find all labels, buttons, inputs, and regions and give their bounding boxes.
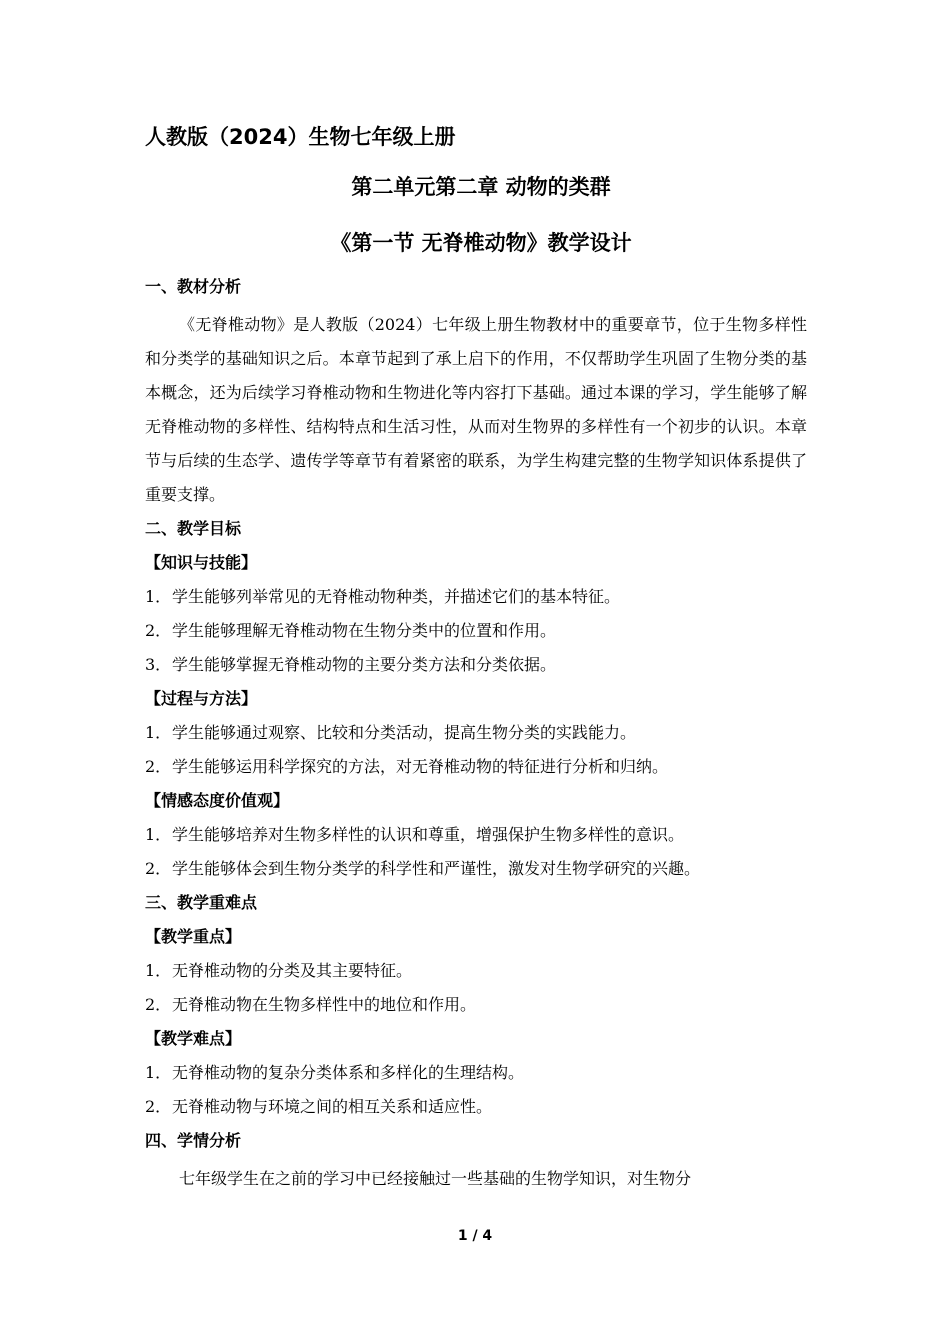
page-indicator: 1 / 4 (457, 1228, 493, 1244)
section-heading-textbook-analysis: 一、教材分析 (145, 277, 242, 296)
list-item: 2．学生能够运用科学探究的方法，对无脊椎动物的特征进行分析和归纳。 (145, 757, 669, 776)
list-item: 2．无脊椎动物在生物多样性中的地位和作用。 (145, 995, 477, 1014)
list-item: 2．无脊椎动物与环境之间的相互关系和适应性。 (145, 1097, 493, 1116)
list-item: 2．学生能够体会到生物分类学的科学性和严谨性，激发对生物学研究的兴趣。 (145, 859, 701, 878)
list-item: 3．学生能够掌握无脊椎动物的主要分类方法和分类依据。 (145, 655, 557, 674)
subheading-knowledge-skills: 【知识与技能】 (145, 553, 258, 572)
paragraph-textbook-analysis: 《无脊椎动物》是人教版（2024）七年级上册生物教材中的重要章节，位于生物多样性和分类学的基础知识之后。本章节起到了承上启下的作用，不仅帮助学生巩固了生物分类的基本概念，还为后续学习脊椎动物和生物进化等内容打下基础。通过本课的学习，学生能够了解无脊椎动物的多样性、结构特点和生活习性，从而对生物界的多样性有一个初步的认识。本章节与后续的生态学、遗传学等章节有着紧密的联系，为学生构建完整的生物学知识体系提供了重要支撑。 (145, 315, 807, 504)
section-heading-teaching-goals: 二、教学目标 (145, 519, 242, 538)
list-item: 1．无脊椎动物的复杂分类体系和多样化的生理结构。 (145, 1063, 525, 1082)
lesson-title: 《第一节 无脊椎动物》教学设计 (330, 231, 632, 255)
document-title: 人教版（2024）生物七年级上册 (145, 125, 456, 149)
subheading-key-points: 【教学重点】 (145, 927, 242, 946)
paragraph-student-analysis: 七年级学生在之前的学习中已经接触过一些基础的生物学知识，对生物分 (179, 1169, 692, 1188)
document-content (145, 122, 807, 1196)
subheading-difficult-points: 【教学难点】 (145, 1029, 242, 1048)
list-item: 1．无脊椎动物的分类及其主要特征。 (145, 961, 413, 980)
section-heading-key-difficult-points: 三、教学重难点 (145, 893, 258, 912)
list-item: 1．学生能够列举常见的无脊椎动物种类，并描述它们的基本特征。 (145, 587, 621, 606)
list-item: 2．学生能够理解无脊椎动物在生物分类中的位置和作用。 (145, 621, 557, 640)
subheading-emotion-values: 【情感态度价值观】 (145, 791, 290, 810)
chapter-title: 第二单元第二章 动物的类群 (351, 175, 611, 199)
section-heading-student-analysis: 四、学情分析 (145, 1131, 242, 1150)
subheading-process-methods: 【过程与方法】 (145, 689, 258, 708)
list-item: 1．学生能够通过观察、比较和分类活动，提高生物分类的实践能力。 (145, 723, 637, 742)
list-item: 1．学生能够培养对生物多样性的认识和尊重，增强保护生物多样性的意识。 (145, 825, 685, 844)
